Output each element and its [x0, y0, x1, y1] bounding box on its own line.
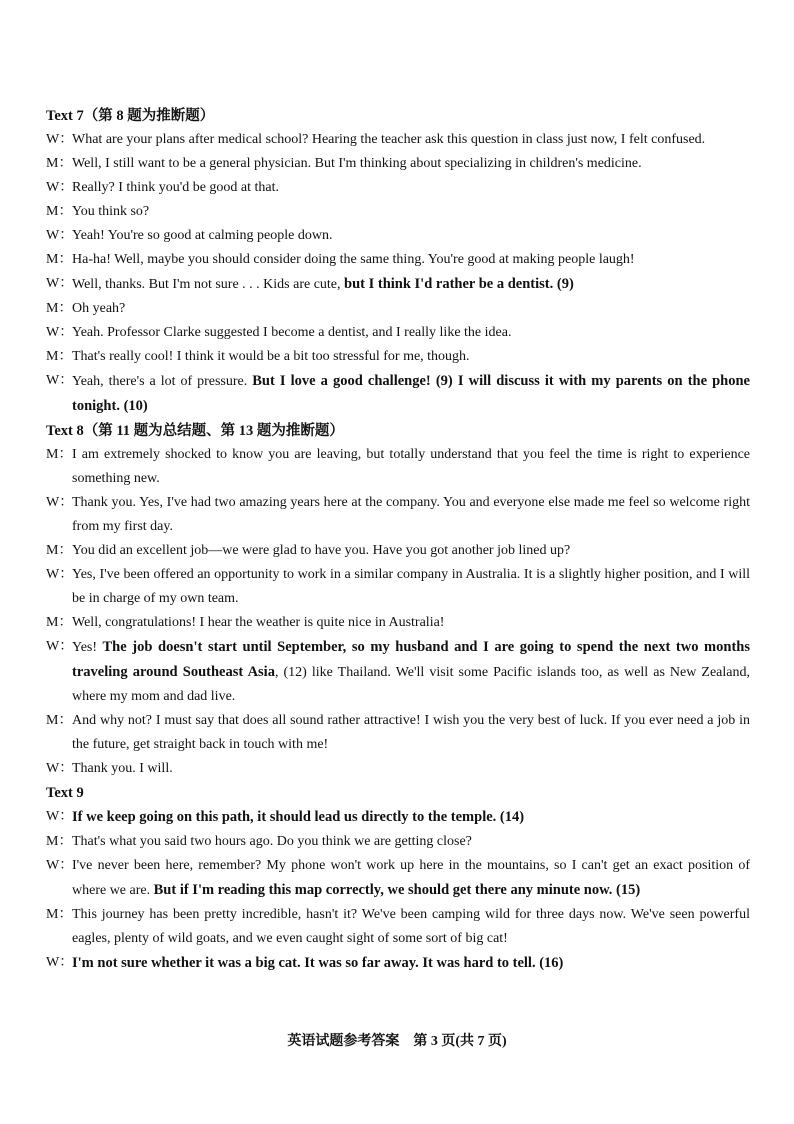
- dialogue-segment: , (12) like Thailand. We'll visit some Pacific islands too, as well as New Zealand, where my mom and dad live.: [72, 665, 750, 704]
- dialogue-segment: I've never been here, remember? My phone won't work up here in the mountains, so I can't get an exact position of where we are.: [72, 858, 750, 898]
- speaker-label: M：: [46, 907, 73, 922]
- dialogue-segment: And why not? I must say that does all sound rather attractive! I wish you the very best of luck. If you ever need a job in the future, get straight back in touch with me!: [72, 713, 750, 752]
- dialogue-segment: Yeah. Professor Clarke suggested I become a dentist, and I really like the idea.: [72, 325, 512, 340]
- dialogue-segment: Yeah! You're so good at calming people down.: [72, 228, 333, 243]
- speaker-label: W：: [46, 276, 74, 291]
- dialogue-text: [72, 272, 750, 297]
- dialogue-segment: Well, I still want to be a general physician. But I'm thinking about specializing in children's medicine.: [72, 156, 642, 171]
- dialogue-line: [46, 128, 750, 152]
- dialogue-line: [46, 854, 750, 903]
- dialogue-segment: Ha-ha! Well, maybe you should consider doing the same thing. You're good at making people laugh!: [72, 252, 635, 267]
- dialogue-line: [46, 272, 750, 297]
- dialogue-line: [46, 709, 750, 757]
- dialogue-segment: That's what you said two hours ago. Do you think we are getting close?: [72, 834, 472, 849]
- answer-highlight: If we keep going on this path, it should lead us directly to the temple. (14): [72, 809, 525, 825]
- dialogue-line: [46, 830, 750, 854]
- dialogue-segment: Well, congratulations! I hear the weather is quite nice in Australia!: [72, 615, 445, 630]
- answer-highlight: but I think I'd rather be a dentist.: [344, 276, 554, 292]
- speaker-label: W：: [46, 132, 74, 147]
- dialogue-text: [72, 369, 750, 419]
- dialogue-text: [72, 539, 750, 563]
- dialogue-text: [72, 224, 750, 248]
- speaker-label: W：: [46, 809, 74, 824]
- dialogue-line: [46, 491, 750, 539]
- dialogue-text: [72, 345, 750, 369]
- dialogue-text: [72, 443, 750, 491]
- speaker-label: M：: [46, 543, 73, 558]
- speaker-label: W：: [46, 180, 74, 195]
- speaker-label: W：: [46, 567, 74, 582]
- dialogue-text: [72, 563, 750, 611]
- dialogue-line: [46, 443, 750, 491]
- answer-highlight: (9): [553, 276, 574, 292]
- speaker-label: M：: [46, 301, 73, 316]
- section-heading: Text 7（第 8 题为推断题）: [46, 108, 215, 124]
- dialogue-text: [72, 854, 750, 903]
- dialogue-line: [46, 611, 750, 635]
- dialogue-text: [72, 321, 750, 345]
- dialogue-text: [72, 176, 750, 200]
- dialogue-segment: Yes, I've been offered an opportunity to work in a similar company in Australia. It is a slightly higher position, and I will be in charge of my own team.: [72, 567, 750, 606]
- speaker-label: W：: [46, 955, 74, 970]
- speaker-label: M：: [46, 349, 73, 364]
- answer-highlight: The job doesn't start until September, so my husband and I are going to spend the next two months traveling around Southeast Asia: [72, 639, 750, 680]
- answer-highlight: But I love a good challenge! (9) I will discuss it with my parents on the phone tonight. (10): [72, 373, 750, 414]
- speaker-label: W：: [46, 639, 74, 654]
- dialogue-line: [46, 200, 750, 224]
- dialogue-line: [46, 563, 750, 611]
- dialogue-line: [46, 297, 750, 321]
- speaker-label: M：: [46, 447, 73, 462]
- dialogue-line: [46, 951, 750, 976]
- dialogue-text: [72, 903, 750, 951]
- dialogue-segment: Yeah, there's a lot of pressure.: [72, 374, 253, 389]
- dialogue-line: [46, 805, 750, 830]
- speaker-label: W：: [46, 373, 74, 388]
- speaker-label: M：: [46, 713, 73, 728]
- dialogue-text: [72, 152, 750, 176]
- dialogue-line: [46, 539, 750, 563]
- dialogue-line: [46, 903, 750, 951]
- dialogue-text: [72, 635, 750, 709]
- dialogue-text: [72, 709, 750, 757]
- speaker-label: M：: [46, 615, 73, 630]
- dialogue-line: [46, 248, 750, 272]
- dialogue-line: [46, 635, 750, 709]
- dialogue-segment: Really? I think you'd be good at that.: [72, 180, 280, 195]
- document-body: [46, 104, 750, 976]
- speaker-label: W：: [46, 228, 74, 243]
- section-heading: Text 8（第 11 题为总结题、第 13 题为推断题）: [46, 423, 344, 439]
- speaker-label: W：: [46, 858, 74, 873]
- dialogue-text: [72, 297, 750, 321]
- dialogue-text: [72, 128, 750, 152]
- dialogue-segment: Well, thanks. But I'm not sure . . . Kids are cute,: [72, 277, 345, 292]
- dialogue-text: [72, 830, 750, 854]
- section-heading: Text 9: [46, 785, 84, 801]
- dialogue-segment: That's really cool! I think it would be a bit too stressful for me, though.: [72, 349, 470, 364]
- dialogue-text: [72, 248, 750, 272]
- dialogue-segment: Thank you. Yes, I've had two amazing years here at the company. You and everyone else made me feel so welcome right from my first day.: [72, 495, 750, 534]
- speaker-label: W：: [46, 325, 74, 340]
- dialogue-segment: Thank you. I will.: [72, 761, 173, 776]
- page-footer: 英语试题参考答案 第 3 页(共 7 页): [287, 1034, 507, 1049]
- dialogue-line: [46, 757, 750, 781]
- speaker-label: M：: [46, 204, 73, 219]
- speaker-label: M：: [46, 834, 73, 849]
- dialogue-text: [72, 611, 750, 635]
- dialogue-line: [46, 152, 750, 176]
- dialogue-segment: What are your plans after medical school? Hearing the teacher ask this question in class just now, I felt confused.: [72, 132, 706, 147]
- dialogue-segment: Yes!: [72, 640, 103, 655]
- speaker-label: W：: [46, 761, 74, 776]
- dialogue-text: [72, 491, 750, 539]
- speaker-label: M：: [46, 252, 73, 267]
- dialogue-segment: You think so?: [72, 204, 150, 219]
- dialogue-text: [72, 951, 750, 976]
- dialogue-line: [46, 176, 750, 200]
- dialogue-segment: You did an excellent job—we were glad to have you. Have you got another job lined up?: [72, 543, 571, 558]
- answer-highlight: But if I'm reading this map correctly, we should get there any minute now. (15): [153, 882, 641, 898]
- speaker-label: M：: [46, 156, 73, 171]
- dialogue-line: [46, 369, 750, 419]
- dialogue-text: [72, 805, 750, 830]
- dialogue-segment: This journey has been pretty incredible, hasn't it? We've been camping wild for three days now. We've seen powerful eagles, plenty of wild goats, and we even caught sight of some sort of big cat!: [72, 907, 750, 946]
- dialogue-line: [46, 345, 750, 369]
- dialogue-line: [46, 224, 750, 248]
- dialogue-text: [72, 200, 750, 224]
- dialogue-line: [46, 321, 750, 345]
- dialogue-segment: Oh yeah?: [72, 301, 126, 316]
- speaker-label: W：: [46, 495, 74, 510]
- dialogue-segment: I am extremely shocked to know you are leaving, but totally understand that you feel the time is right to experience something new.: [72, 447, 750, 486]
- dialogue-text: [72, 757, 750, 781]
- answer-highlight: I'm not sure whether it was a big cat. It was so far away. It was hard to tell. (16): [72, 955, 564, 971]
